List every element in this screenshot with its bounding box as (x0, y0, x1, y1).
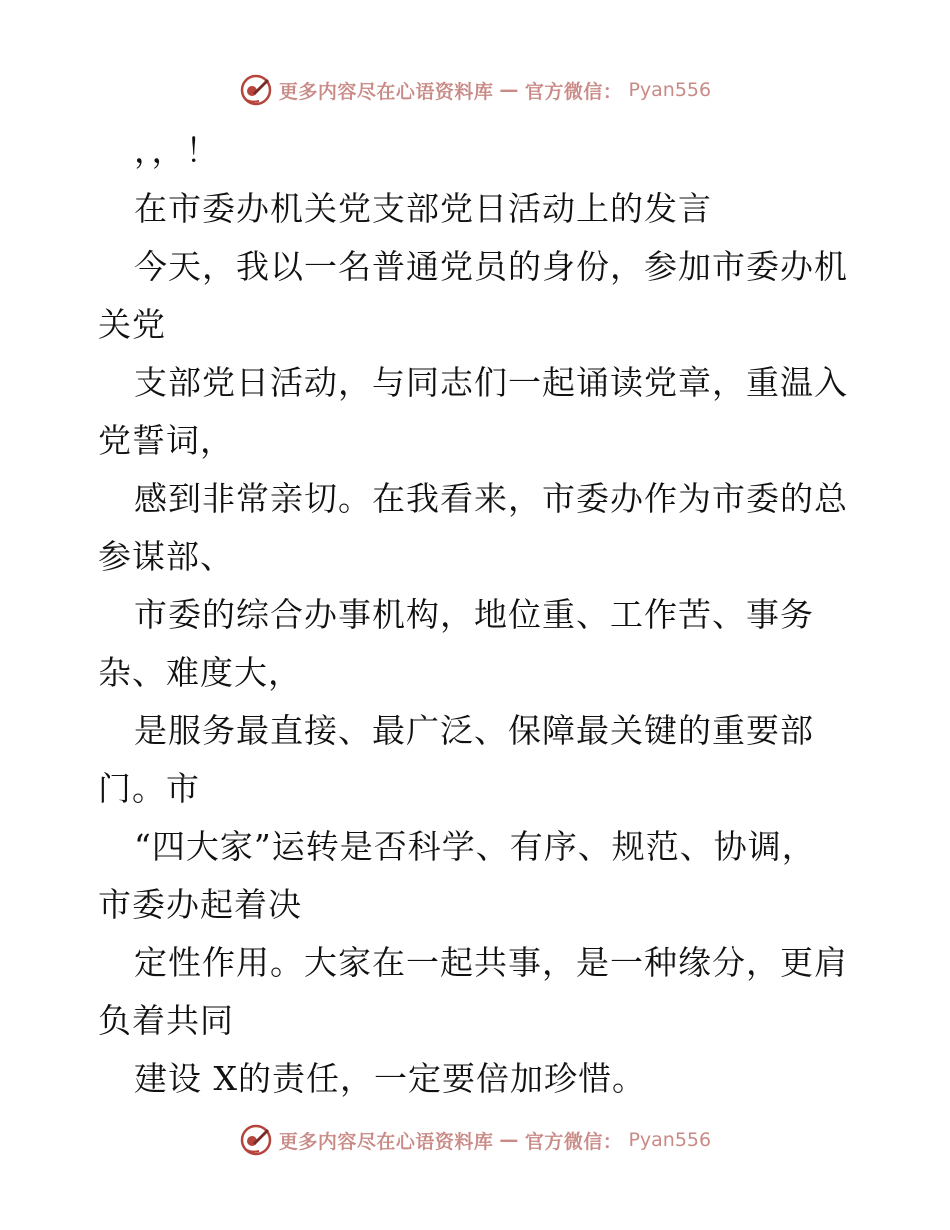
footer-dash: — (499, 1129, 519, 1151)
document-body (98, 122, 858, 1108)
text-line-10: 杂、难度大， (98, 653, 302, 692)
text-line-17: 建设 X的责任，一定要倍加珍惜。 (134, 1059, 646, 1098)
text-line-6: 党誓词， (98, 421, 234, 460)
text-line-12: 门。市 (98, 769, 200, 808)
footer-wechat-id: Pyan556 (628, 1129, 712, 1151)
text-line-15: 定性作用。大家在一起共事，是一种缘分，更肩 (134, 943, 848, 982)
text-line-14: 市委办起着决 (98, 885, 302, 924)
text-line-9: 市委的综合办事机构，地位重、工作苦、事务 (134, 595, 814, 634)
text-line-1: ，，！ (134, 131, 220, 170)
footer-wechat-label: 官方微信： (524, 1130, 623, 1153)
header-watermark (0, 70, 950, 110)
brand-logo-icon (239, 1123, 273, 1157)
text-line-8: 参谋部、 (98, 537, 234, 576)
text-line-13: “四大家”运转是否科学、有序、规范、协调， (134, 827, 816, 866)
text-line-11: 是服务最直接、最广泛、保障最关键的重要部 (134, 711, 814, 750)
header-wechat-label: 官方微信： (524, 80, 623, 103)
text-line-3: 今天，我以一名普通党员的身份，参加市委办机 (134, 247, 848, 286)
document-title: 在市委办机关党支部党日活动上的发言 (134, 189, 712, 228)
header-wechat-id: Pyan556 (628, 79, 712, 101)
text-line-4: 关党 (98, 305, 166, 344)
footer-watermark (0, 1120, 950, 1160)
brand-logo-icon (239, 73, 273, 107)
text-line-7: 感到非常亲切。在我看来，市委办作为市委的总 (134, 479, 848, 518)
text-line-16: 负着共同 (98, 1001, 234, 1040)
header-brand-text: 更多内容尽在心语资料库 (278, 80, 494, 103)
text-line-5: 支部党日活动，与同志们一起诵读党章，重温入 (134, 363, 848, 402)
footer-brand-text: 更多内容尽在心语资料库 (278, 1130, 494, 1153)
header-dash: — (499, 79, 519, 101)
